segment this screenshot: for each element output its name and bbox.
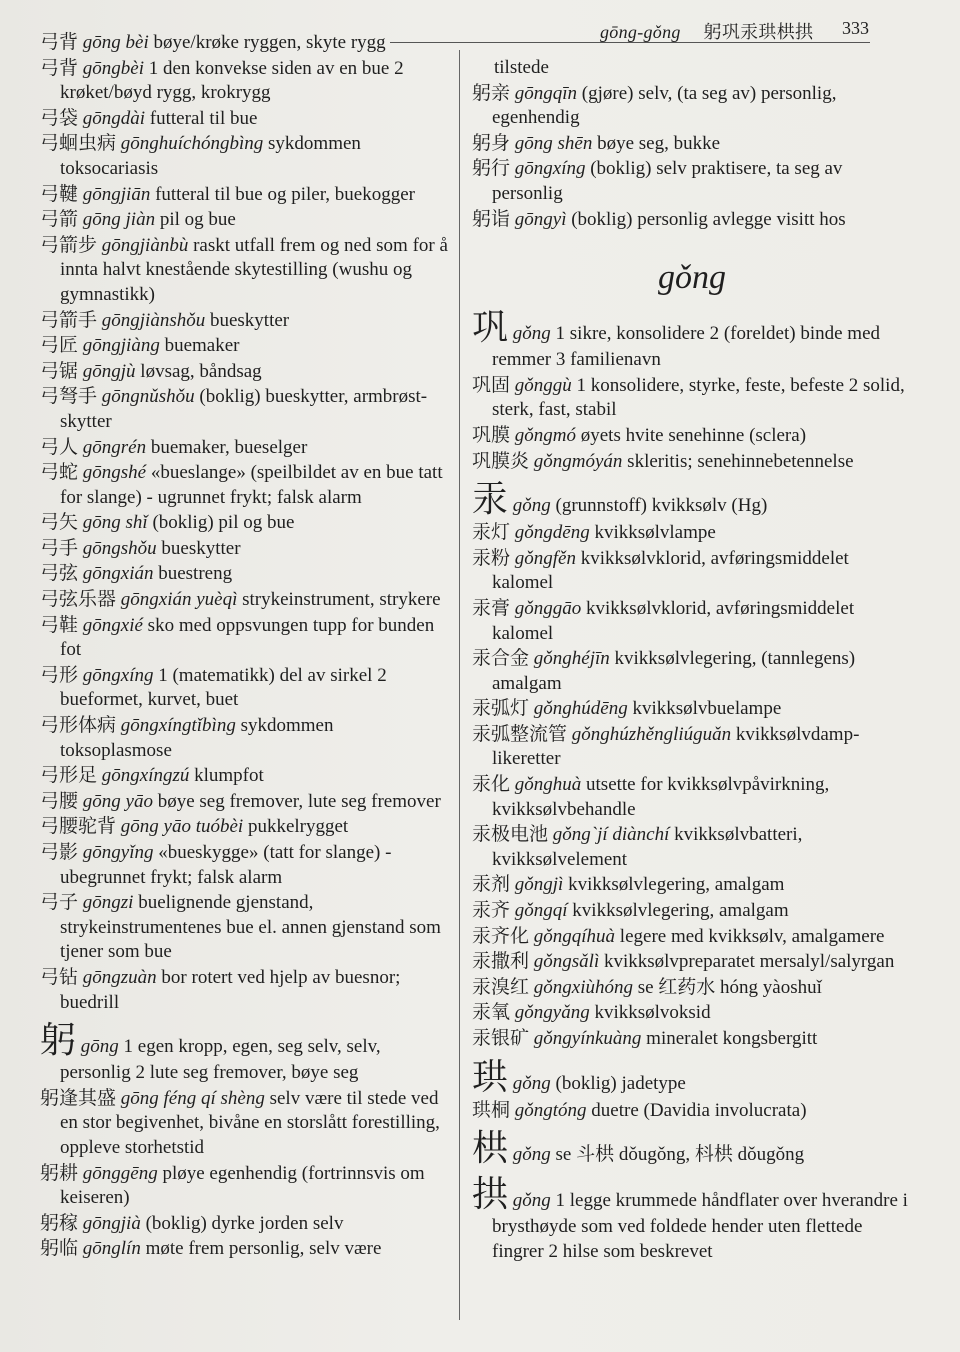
entry-definition: (grunnstoff) kvikksølv (Hg) — [555, 495, 768, 517]
entry-pinyin: gōng — [80, 1036, 119, 1058]
entry-pinyin: gǒnghúzhěngliúguǎn — [571, 723, 732, 745]
entry-hanzi: 汞合金 — [472, 647, 530, 670]
entry-definition: løvsag, båndsag — [140, 360, 262, 382]
headword-entry — [472, 480, 912, 520]
entry-definition: buemaker — [164, 335, 240, 357]
entry-pinyin: gōngjiàng — [82, 335, 160, 357]
dictionary-entry — [40, 1236, 450, 1262]
entry-pinyin: gǒng — [512, 1190, 551, 1212]
entry-definition: (boklig) personlig avlegge visitt hos — [571, 208, 846, 230]
entry-pinyin: gǒngxiùhóng — [533, 976, 633, 998]
entry-hanzi: 躬临 — [40, 1237, 79, 1260]
entry-definition: kvikksølvoksid — [594, 1002, 711, 1024]
entry-pinyin: gōngxíngzú — [101, 765, 190, 787]
entry-definition: pløye egenhendig (fortrinnsvis om keiseren) — [60, 1162, 425, 1209]
entry-pinyin: gōng shǐ — [82, 512, 148, 534]
dictionary-entry — [40, 56, 450, 106]
entry-pinyin: gǒngjì — [514, 874, 564, 896]
entry-hanzi: 汞弧整流管 — [472, 722, 568, 745]
dictionary-entry — [40, 713, 450, 763]
dictionary-entry — [472, 449, 912, 475]
entry-definition: (gjøre) selv, (ta seg av) personlig, egenhendig — [492, 82, 837, 129]
entry-pinyin: gǒnggù — [514, 374, 572, 396]
entry-definition: klumpfot — [194, 765, 264, 787]
entry-hanzi: 弓弦乐器 — [40, 588, 117, 611]
dictionary-entry — [40, 789, 450, 815]
dictionary-entry — [472, 1000, 912, 1026]
entry-pinyin: gōngxíng — [514, 158, 586, 180]
entry-pinyin: gōngbèi — [82, 57, 144, 79]
dictionary-entry — [40, 840, 450, 890]
entry-definition: 1 den konvekse siden av en bue 2 krøket/bøyd rygg, krokrygg — [60, 57, 404, 104]
entry-definition: 1 (matematikk) del av sirkel 2 bueformet, kurvet, buet — [60, 664, 387, 711]
dictionary-entry — [40, 1211, 450, 1237]
entry-pinyin: gōngdài — [82, 107, 146, 129]
entry-definition: legere med kvikksølv, amalgamere — [619, 925, 885, 947]
entry-definition: kvikksølvbuelampe — [632, 698, 782, 720]
entry-definition: bøye seg fremover, lute seg fremover — [157, 790, 441, 812]
entry-definition: bueskytter — [209, 309, 290, 331]
entry-hanzi: 巩膜炎 — [472, 449, 530, 472]
entry-hanzi: 弓蛇 — [40, 461, 79, 484]
entry-hanzi: 弓箭步 — [40, 233, 98, 256]
dictionary-entry — [40, 359, 450, 385]
dictionary-entry — [472, 207, 912, 233]
dictionary-entry — [40, 510, 450, 536]
entry-pinyin: gōng yāo tuóbèi — [120, 816, 244, 838]
headword-entry — [472, 1175, 912, 1264]
entry-pinyin: gǒnggāo — [514, 597, 582, 619]
entry-hanzi: 汞氧 — [472, 1001, 511, 1024]
entry-pinyin: gōngqīn — [514, 82, 578, 104]
dictionary-entry — [472, 1026, 912, 1052]
dictionary-entry — [472, 56, 912, 81]
dictionary-entry — [40, 207, 450, 233]
column-divider — [459, 50, 460, 1320]
entry-definition: 1 sikre, konsolidere 2 (foreldet) binde med remmer 3 familienavn — [492, 323, 880, 371]
entry-definition: kvikksølvklorid, avføringsmiddelet kalomel — [492, 597, 855, 644]
entry-pinyin: gǒngqí — [514, 900, 568, 922]
entry-hanzi: 弓箭手 — [40, 308, 98, 331]
entry-definition: «bueslange» (speilbildet av en bue tatt for slange) - ugrunnet frykt; falsk alarm — [60, 462, 443, 508]
entry-hanzi: 弓背 — [40, 56, 79, 79]
entry-pinyin: gōng shēn — [514, 132, 593, 154]
entry-definition: øyets hvite senehinne (sclera) — [580, 424, 807, 446]
entry-hanzi: 躬身 — [472, 131, 511, 154]
dictionary-entry — [40, 1161, 450, 1211]
entry-pinyin: gōngjià — [82, 1212, 141, 1234]
entry-hanzi: 汞极电池 — [472, 823, 549, 846]
dictionary-entry — [472, 520, 912, 546]
dictionary-entry — [40, 763, 450, 789]
dictionary-entry — [40, 333, 450, 359]
dictionary-entry — [472, 546, 912, 596]
entry-hanzi: 弓鞋 — [40, 613, 79, 636]
dictionary-entry — [472, 949, 912, 975]
right-column — [472, 56, 912, 1264]
entry-pinyin: gǒng — [512, 1144, 551, 1166]
entry-hanzi: 汞溴红 — [472, 975, 530, 998]
dictionary-entry — [40, 536, 450, 562]
entry-definition: bøye seg, bukke — [597, 132, 721, 154]
entry-definition: (boklig) selv praktisere, ta seg av personlig — [492, 158, 843, 204]
dictionary-entry — [472, 772, 912, 822]
dictionary-entry — [472, 722, 912, 772]
dictionary-entry — [472, 975, 912, 1001]
entry-hanzi: 栱 — [472, 1128, 509, 1170]
entry-definition: 1 legge krummede håndflater over hverandre i brysthøyde som ved foldede hender uten flettede fingrer 2 hilse som beskrevet — [492, 1190, 908, 1262]
dictionary-entry — [40, 587, 450, 613]
entry-hanzi: 弓背 — [40, 31, 79, 53]
entry-hanzi: 弓形足 — [40, 764, 98, 787]
entry-definition: pil og bue — [159, 209, 236, 231]
entry-pinyin: gǒngsǎlì — [533, 951, 600, 973]
page-number: 333 — [842, 18, 869, 38]
header-pinyin-range: gōng-gǒng — [600, 22, 681, 42]
entry-definition: møte frem personlig, selv være — [145, 1238, 382, 1260]
entry-hanzi: 弓钻 — [40, 965, 79, 988]
entry-hanzi: 弓鞬 — [40, 182, 79, 205]
entry-pinyin: gōngzi — [82, 892, 134, 914]
entry-pinyin: gōngnǔshǒu — [101, 386, 195, 408]
entry-hanzi: 弓手 — [40, 536, 79, 559]
entry-hanzi: 躬逢其盛 — [40, 1086, 117, 1109]
entry-definition: skleritis; senehinnebetennelse — [627, 450, 854, 472]
dictionary-entry — [472, 156, 912, 206]
entry-pinyin: gōngxián — [82, 563, 154, 585]
entry-hanzi: 巩固 — [472, 373, 511, 396]
entry-hanzi: 汞剂 — [472, 873, 511, 896]
entry-hanzi: 弓锯 — [40, 359, 79, 382]
dictionary-entry — [40, 1086, 450, 1161]
entry-pinyin: gǒnghéjīn — [533, 648, 610, 670]
entry-pinyin: gōngshé — [82, 462, 147, 484]
entry-definition: futteral til bue og piler, buekogger — [155, 183, 415, 205]
entry-pinyin: gǒngyǎng — [514, 1002, 590, 1024]
dictionary-entry — [472, 596, 912, 646]
entry-definition: kvikksølvbatteri, kvikksølvelement — [492, 824, 803, 870]
entry-hanzi: 汞齐化 — [472, 924, 530, 947]
entry-pinyin: gōngzuàn — [82, 966, 157, 988]
entry-pinyin: gōngrén — [82, 436, 147, 458]
left-column — [40, 30, 450, 1262]
entry-definition: (boklig) jadetype — [555, 1072, 686, 1094]
entry-hanzi: 躬 — [40, 1020, 77, 1062]
entry-hanzi: 汞粉 — [472, 546, 511, 569]
headword-entry — [40, 1021, 450, 1086]
header-rule — [390, 42, 870, 43]
entry-pinyin: gǒng — [512, 495, 551, 517]
entry-pinyin: gōngjù — [82, 360, 136, 382]
entry-pinyin: gōng yāo — [82, 790, 153, 812]
dictionary-entry — [472, 822, 912, 872]
headword-entry — [472, 308, 912, 373]
entry-definition: kvikksølvlegering, amalgam — [572, 900, 789, 922]
entry-pinyin: gōng bèi — [82, 32, 149, 53]
entry-definition: kvikksølvlegering, (tannlegens) amalgam — [492, 648, 856, 694]
entry-definition: raskt utfall frem og ned som for å innta halvt knestående skytestilling (wushu og gymnastikk) — [60, 234, 448, 305]
entry-definition: bøye/krøke ryggen, skyte rygg — [153, 32, 386, 53]
entry-definition: kvikksølvklorid, avføringsmiddelet kalomel — [492, 547, 849, 594]
entry-definition: «bueskygge» (tatt for slange) - ubegrunnet frykt; falsk alarm — [60, 842, 392, 888]
entry-definition: selv være til stede ved en stor begivenhet, bivåne en storslått forestilling, oppleve storhetstid — [60, 1087, 440, 1158]
entry-definition: bueskytter — [161, 537, 241, 559]
entry-definition: utsette for kvikksølvpåvirkning, kvikksølvbehandle — [492, 774, 830, 820]
entry-pinyin: gǒngmó — [514, 424, 576, 446]
entry-hanzi: 巩膜 — [472, 423, 511, 446]
entry-definition: buelignende gjenstand, strykeinstrumentenes bue el. annen gjenstand som tjener som bue — [60, 892, 441, 963]
entry-definition: bor rotert ved hjelp av buesnor; buedrill — [60, 966, 401, 1013]
entry-pinyin: gǒngqíhuà — [533, 925, 616, 947]
entry-hanzi: 弓腰 — [40, 789, 79, 812]
dictionary-entry — [40, 30, 450, 56]
dictionary-entry — [472, 81, 912, 131]
entry-hanzi: 躬诣 — [472, 207, 511, 230]
entry-pinyin: gǒngdēng — [514, 522, 590, 544]
entry-pinyin: gǒngyínkuàng — [533, 1028, 642, 1049]
entry-pinyin: gōngyì — [514, 208, 567, 230]
entry-definition: duetre (Davidia involucrata) — [591, 1099, 807, 1121]
dictionary-entry — [472, 872, 912, 898]
entry-pinyin: gōngxíngtǐbìng — [120, 715, 236, 737]
entry-pinyin: gǒng — [512, 1072, 551, 1094]
entry-pinyin: gōng féng qí shèng — [120, 1087, 265, 1109]
dictionary-entry — [472, 646, 912, 696]
entry-hanzi: 弓弦 — [40, 562, 79, 585]
dictionary-entry — [40, 663, 450, 713]
entry-hanzi: 弓弩手 — [40, 385, 98, 408]
entry-pinyin: gǒng — [512, 323, 551, 345]
dictionary-entry — [40, 233, 450, 308]
dictionary-entry — [472, 131, 912, 157]
section-title: gǒng — [658, 259, 726, 297]
entry-pinyin: gōng jiàn — [82, 209, 156, 231]
entry-hanzi: 躬行 — [472, 157, 511, 180]
entry-pinyin: gōngshǒu — [82, 537, 157, 559]
dictionary-entry — [40, 965, 450, 1015]
entry-hanzi: 弓形 — [40, 663, 79, 686]
entry-hanzi: 汞撒利 — [472, 950, 530, 973]
entry-hanzi: 汞灯 — [472, 521, 511, 544]
entry-hanzi: 弓箭 — [40, 208, 79, 231]
dictionary-entry — [40, 613, 450, 663]
entry-hanzi: 弓矢 — [40, 511, 79, 534]
entry-hanzi: 弓腰驼背 — [40, 815, 117, 838]
entry-pinyin: gǒng`jí diànchí — [552, 824, 670, 846]
entry-hanzi: 汞化 — [472, 773, 511, 796]
entry-hanzi: 弓袋 — [40, 106, 79, 129]
header-hanzi-range: 躬巩汞珙栱拱 — [703, 22, 814, 42]
entry-definition: buestreng — [158, 563, 233, 585]
entry-definition: buemaker, bueselger — [150, 436, 308, 458]
entry-definition: (boklig) pil og bue — [152, 512, 295, 534]
entry-pinyin: gōngxián yuèqì — [120, 589, 238, 611]
entry-definition: 1 egen kropp, egen, seg selv, selv, personlig 2 lute seg fremover, bøye seg — [60, 1036, 381, 1084]
entry-definition: se 斗栱 dǒugǒng, 枓栱 dǒugǒng — [555, 1144, 805, 1166]
entry-definition: se 红药水 hóng yàoshuǐ — [637, 976, 822, 998]
entry-definition: sykdommen toksoplasmose — [60, 715, 334, 761]
entry-hanzi: 躬稼 — [40, 1211, 79, 1234]
entry-hanzi: 汞银矿 — [472, 1027, 530, 1049]
entry-definition: kvikksølvlegering, amalgam — [568, 874, 785, 896]
entry-hanzi: 弓形体病 — [40, 714, 117, 737]
dictionary-entry — [472, 924, 912, 950]
entry-pinyin: gǒngfěn — [514, 547, 576, 569]
entry-hanzi: 拱 — [472, 1174, 509, 1216]
dictionary-entry — [472, 423, 912, 449]
entry-definition: (boklig) dyrke jorden selv — [145, 1212, 344, 1234]
entry-definition: kvikksølvlampe — [594, 522, 716, 544]
dictionary-entry — [40, 182, 450, 208]
entry-hanzi: 弓匠 — [40, 334, 79, 357]
entry-pinyin: gǒngmóyán — [533, 450, 623, 472]
entry-pinyin: gōngjiān — [82, 183, 151, 205]
dictionary-entry — [472, 696, 912, 722]
entry-hanzi: 巩 — [472, 307, 509, 349]
dictionary-entry — [472, 898, 912, 924]
entry-definition: 1 konsolidere, styrke, feste, befeste 2 solid, sterk, fast, stabil — [492, 374, 905, 421]
dictionary-entry — [40, 460, 450, 510]
entry-definition: pukkelrygget — [247, 816, 349, 838]
dictionary-entry — [472, 1098, 912, 1124]
entry-hanzi: 弓蛔虫病 — [40, 132, 117, 155]
entry-pinyin: gōngyǐng — [82, 842, 154, 863]
entry-pinyin: gōnglín — [82, 1238, 141, 1260]
dictionary-entry — [40, 890, 450, 965]
entry-definition: tilstede — [494, 57, 549, 78]
headword-entry — [472, 1129, 912, 1169]
entry-definition: sko med oppsvungen tupp for bunden fot — [60, 614, 435, 661]
entry-pinyin: gōngxíng — [82, 664, 154, 686]
dictionary-entry — [40, 106, 450, 132]
entry-hanzi: 弓影 — [40, 841, 79, 863]
entry-pinyin: gōngjiànshǒu — [101, 309, 206, 331]
dictionary-entry — [472, 373, 912, 423]
entry-pinyin: gōnghuíchóngbìng — [120, 133, 264, 155]
entry-pinyin: gōngjiànbù — [101, 234, 189, 256]
dictionary-entry — [40, 308, 450, 334]
entry-definition: sykdommen toksocariasis — [60, 133, 361, 179]
dictionary-entry — [40, 131, 450, 181]
entry-definition: (boklig) bueskytter, armbrøst-skytter — [60, 386, 428, 432]
entry-hanzi: 躬亲 — [472, 81, 511, 104]
entry-pinyin: gōngxié — [82, 614, 143, 636]
entry-definition: futteral til bue — [149, 107, 258, 129]
dictionary-entry — [40, 384, 450, 434]
entry-hanzi: 弓子 — [40, 891, 79, 914]
dictionary-entry — [40, 561, 450, 587]
entry-definition: strykeinstrument, strykere — [242, 589, 441, 611]
entry-pinyin: gǒngtóng — [514, 1099, 587, 1121]
entry-pinyin: gǒnghuà — [514, 774, 582, 796]
entry-pinyin: gǒnghúdēng — [533, 698, 628, 720]
entry-hanzi: 汞 — [472, 479, 509, 521]
entry-hanzi: 汞膏 — [472, 596, 511, 619]
entry-hanzi: 躬耕 — [40, 1161, 79, 1184]
entry-hanzi: 珙桐 — [472, 1098, 511, 1121]
entry-hanzi: 汞弧灯 — [472, 697, 530, 720]
entry-hanzi: 珙 — [472, 1056, 509, 1098]
entry-hanzi: 弓人 — [40, 435, 79, 458]
entry-definition: mineralet kongsbergitt — [646, 1028, 818, 1049]
running-header — [600, 18, 870, 44]
headword-entry — [472, 1058, 912, 1098]
dictionary-entry — [40, 435, 450, 461]
entry-pinyin: gōnggēng — [82, 1162, 158, 1184]
entry-definition: kvikksølvpreparatet mersalyl/salyrgan — [603, 951, 895, 973]
dictionary-entry — [40, 814, 450, 840]
entry-definition: kvikksølvdamp-likeretter — [492, 723, 860, 770]
entry-hanzi: 汞齐 — [472, 899, 511, 922]
